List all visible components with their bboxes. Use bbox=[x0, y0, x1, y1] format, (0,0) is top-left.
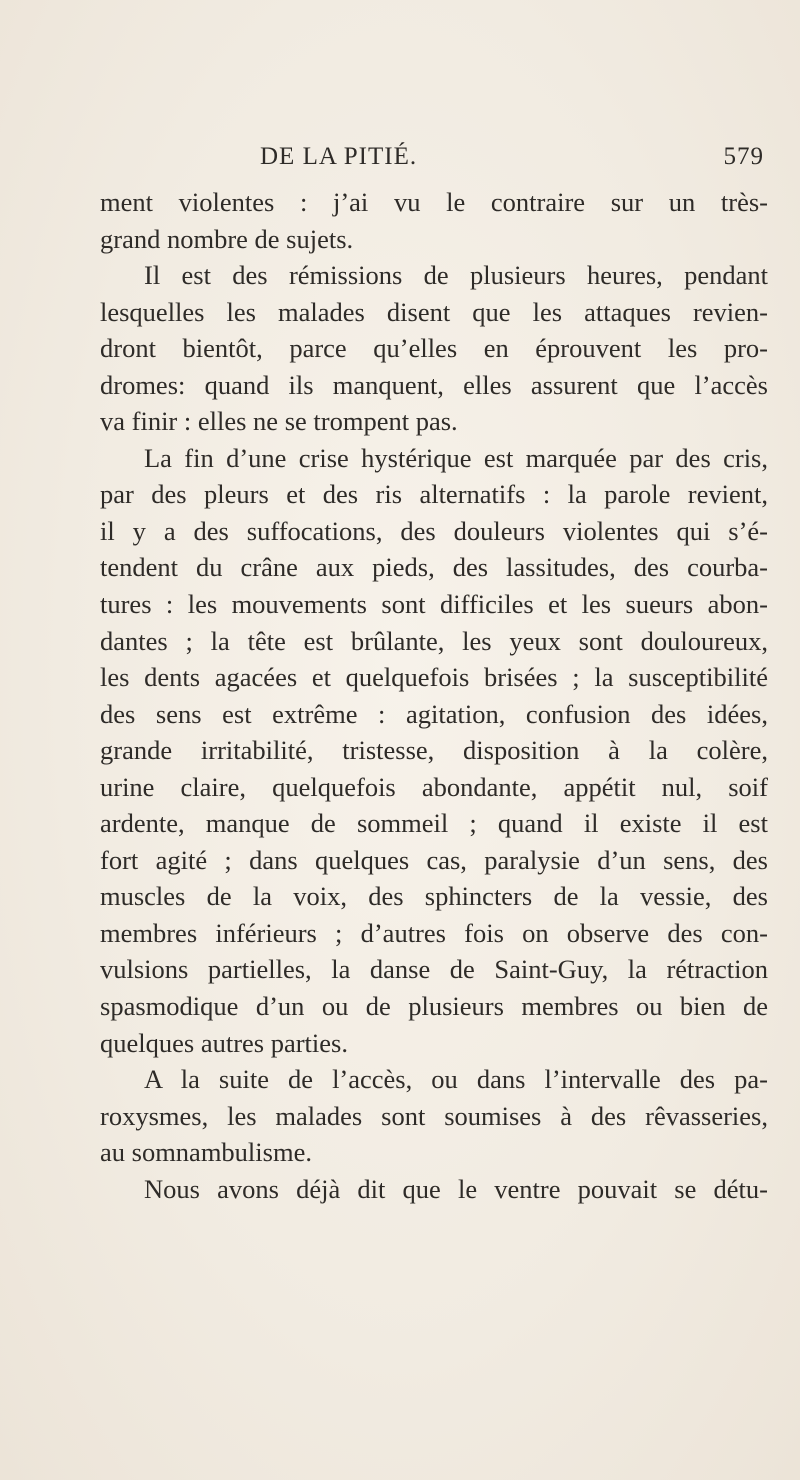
text-line: vulsions partielles, la danse de Saint-Guy, la rétraction bbox=[100, 954, 768, 985]
text-line: lesquelles les malades disent que les attaques revien- bbox=[100, 296, 768, 327]
text-line: muscles de la voix, des sphincters de la vessie, des bbox=[100, 881, 768, 912]
text-line: quelques autres parties. bbox=[100, 1027, 348, 1058]
text-line: va finir : elles ne se trompent pas. bbox=[100, 406, 458, 437]
text-line: membres inférieurs ; d’autres fois on observe des con- bbox=[100, 917, 768, 948]
text-line: La fin d’une crise hystérique est marquée par des cris, bbox=[144, 442, 768, 473]
text-line: dantes ; la tête est brûlante, les yeux sont douloureux, bbox=[100, 625, 768, 656]
text-line: par des pleurs et des ris alternatifs : la parole revient, bbox=[100, 479, 768, 510]
text-line: Nous avons déjà dit que le ventre pouvait se détu- bbox=[144, 1173, 768, 1204]
page-number: 579 bbox=[723, 143, 764, 170]
text-line: Il est des rémissions de plusieurs heures, pendant bbox=[144, 260, 768, 291]
text-line: les dents agacées et quelquefois brisées ; la susceptibilité bbox=[100, 662, 768, 693]
text-line: ment violentes : j’ai vu le contraire sur un très- bbox=[100, 187, 768, 217]
text-line: des sens est extrême : agitation, confusion des idées, bbox=[100, 698, 768, 729]
text-line: roxysmes, les malades sont soumises à des rêvasseries, bbox=[100, 1100, 768, 1131]
text-line: A la suite de l’accès, ou dans l’intervalle des pa- bbox=[144, 1064, 768, 1095]
text-line: tures : les mouvements sont difficiles et les sueurs abon- bbox=[100, 589, 768, 620]
text-line: au somnambulisme. bbox=[100, 1137, 312, 1168]
text-line: tendent du crâne aux pieds, des lassitudes, des courba- bbox=[100, 552, 768, 583]
page-header bbox=[108, 143, 764, 173]
text-line: grande irritabilité, tristesse, disposition à la colère, bbox=[100, 735, 768, 766]
text-line: ardente, manque de sommeil ; quand il existe il est bbox=[100, 808, 768, 839]
running-title: DE LA PITIÉ. bbox=[260, 143, 418, 170]
body-text bbox=[100, 184, 768, 1207]
text-line: urine claire, quelquefois abondante, appétit nul, soif bbox=[100, 771, 768, 802]
text-line: spasmodique d’un ou de plusieurs membres ou bien de bbox=[100, 991, 768, 1022]
text-line: dront bientôt, parce qu’elles en éprouvent les pro- bbox=[100, 333, 768, 364]
text-line: grand nombre de sujets. bbox=[100, 223, 354, 254]
text-line: il y a des suffocations, des douleurs violentes qui s’é- bbox=[100, 515, 768, 546]
text-line: fort agité ; dans quelques cas, paralysie d’un sens, des bbox=[100, 844, 768, 875]
text-line: dromes: quand ils manquent, elles assurent que l’accès bbox=[100, 369, 768, 400]
